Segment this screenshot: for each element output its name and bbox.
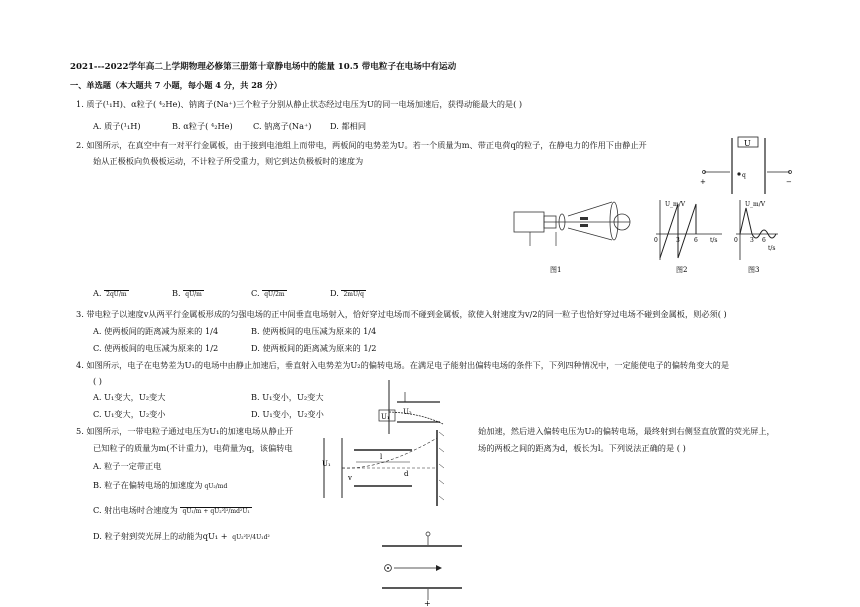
fig3-tick-6: 6 [762, 237, 766, 244]
q2-stem-line1: 2. 如图所示，在真空中有一对平行金属板，由于接到电池组上而带电，两板间的电势差为U。若一个质量为m、带正电荷q的粒子，在静电力的作用下由静止开 [76, 140, 647, 150]
q4-paren: ( ) [93, 376, 102, 386]
q4-option-b: B. U₁变小，U₂变大 [251, 392, 324, 402]
fig2-tick-3: 3 [676, 237, 680, 244]
q4-fig-u2: U₂ [403, 408, 412, 416]
q3-option-d: D. 使两板间的距离减为原来的 1/2 [251, 343, 377, 353]
q1-stem: 1. 质子(¹₁H)、α粒子( ⁴₂He)、钠离子(Na⁺)三个粒子分别从静止状态经过电压为U的同一电场加速后，获得动能最大的是( ) [76, 99, 523, 109]
q5-fig-d: d [404, 470, 409, 478]
q2-fig-q: q [742, 172, 746, 179]
q3-stem: 3. 带电粒子以速度v从两平行金属板形成的匀强电场的正中间垂直电场射入，恰好穿过电场而不碰到金属板，欲使入射速度为v/2的同一粒子也恰好穿过电场不碰到金属板，则必须( ) [76, 309, 727, 319]
q5-option-a: A. 粒子一定带正电 [93, 461, 162, 471]
q3-option-b: B. 使两板间的电压减为原来的 1/4 [251, 326, 377, 336]
fig3-ylabel: U_m/V [745, 201, 766, 208]
q2-option-d: D. 2mU/q [330, 288, 364, 298]
q3-option-c: C. 使两板间的电压减为原来的 1/2 [93, 343, 219, 353]
q4-fig-u1: U₁ [381, 413, 390, 421]
q1-option-c: C. 钠离子(Na⁺) [253, 121, 312, 131]
fig2-caption: 图2 [676, 266, 688, 274]
fig3-caption: 图3 [748, 266, 760, 274]
q5-stem-line1a: 5. 如图所示，一带电粒子通过电压为U₁的加速电场从静止开 [76, 426, 294, 436]
q5-fig-l: l [380, 453, 383, 461]
fig3-tick-3: 3 [750, 237, 754, 244]
q5-stem-line2a: 已知粒子的质量为m(不计重力)，电荷量为q，该偏转电 [93, 443, 293, 453]
fig2-graph [654, 200, 722, 274]
q5-fig-v: v [348, 474, 352, 482]
fig1-apparatus [514, 202, 630, 274]
q1-option-b: B. α粒子( ⁴₂He) [172, 121, 233, 131]
q2-option-b: B. qU/m [172, 288, 202, 298]
fig3-tick-0: 0 [734, 237, 738, 244]
q4-stem: 4. 如图所示，电子在电势差为U₁的电场中由静止加速后，垂直射入电势差为U₂的偏转电场。在满足电子能射出偏转电场的条件下，下列四种情况中，一定能使电子的偏转角变大的是 [76, 360, 730, 370]
q2-fig-plus: + [700, 178, 706, 186]
q2-option-a: A. 2qU/m [93, 288, 127, 298]
fig2-ylabel: U_m/V [665, 201, 686, 208]
q2-fig-minus: − [786, 178, 792, 186]
fig3-tick-t: t/s [768, 245, 776, 252]
q4-option-c: C. U₁变大，U₂变小 [93, 409, 166, 419]
section-heading: 一、单选题（本大题共 7 小题，每小题 4 分，共 28 分） [70, 80, 282, 90]
q4-option-a: A. U₁变大，U₂变大 [93, 392, 166, 402]
q5-option-b: B. 粒子在偏转电场的加速度为 qU₂/md [93, 480, 228, 490]
q5-fig-u1: U₁ [322, 460, 331, 468]
fig3-graph [734, 200, 778, 274]
fig1-caption: 图1 [550, 266, 562, 274]
fig2-tick-t: t/s [710, 237, 718, 244]
q1-option-a: A. 质子(¹₁H) [93, 121, 141, 131]
q5-stem-line1b: 始加速，然后进入偏转电压为U₂的偏转电场，最终射到右侧竖直放置的荧光屏上， [478, 426, 775, 436]
q2-fig-u-label: U [744, 139, 751, 148]
bottom-plates-figure [376, 530, 466, 606]
fig2-tick-6: 6 [694, 237, 698, 244]
q2-plates-figure [690, 136, 800, 196]
q5-option-d: D. 粒子射到荧光屏上的动能为qU₁ + qU₂²l²/4U₁d² [93, 531, 270, 541]
q1-option-d: D. 都相同 [330, 121, 367, 131]
q5-stem-line2b: 场的两板之间的距离为d，板长为l。下列说法正确的是 ( ) [478, 443, 686, 453]
q4-option-d: D. U₁变小，U₂变小 [251, 409, 324, 419]
page-title: 2021---2022学年高二上学期物理必修第三册第十章静电场中的能量 10.5 带电粒子在电场中有运动 [70, 62, 457, 72]
q2-stem-line2: 始从正极板向负极板运动，不计粒子所受重力，则它到达负极板时的速度为 [93, 156, 364, 166]
q2-option-c: C. qU/2m [251, 288, 285, 298]
q3-option-a: A. 使两板间的距离减为原来的 1/4 [93, 326, 219, 336]
svg-text:+: + [424, 599, 431, 606]
q5-option-c: C. 射出电场时合速度为 qU₁/m + qU₂²l²/md²U₁ [93, 505, 250, 515]
q5-figure [312, 428, 452, 508]
oscilloscope-figure [510, 196, 780, 278]
fig2-tick-0: 0 [654, 237, 658, 244]
